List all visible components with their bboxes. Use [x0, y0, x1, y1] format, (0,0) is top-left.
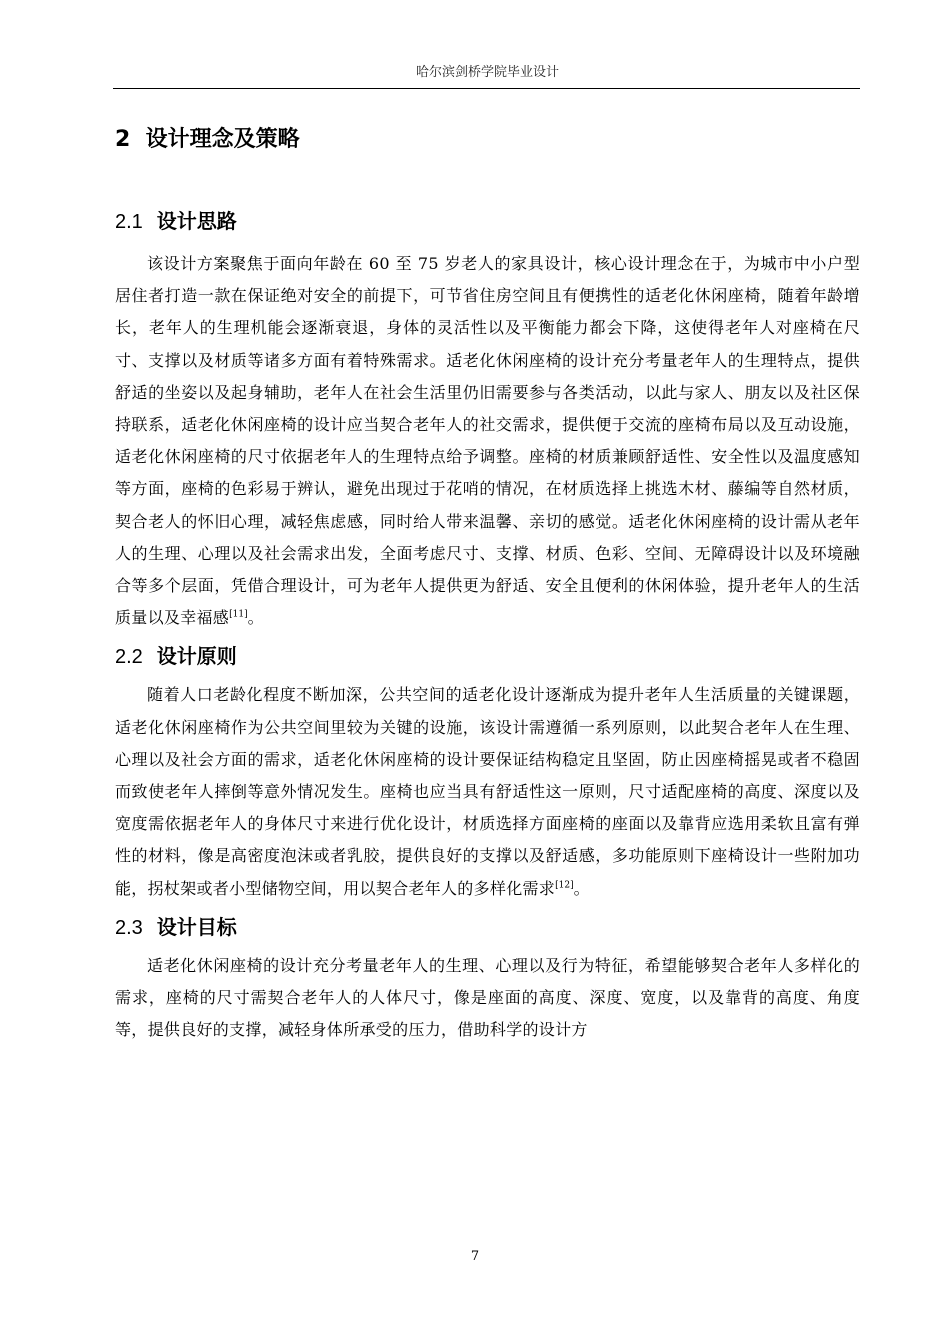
section-heading [115, 638, 860, 675]
citation-mark: [11] [229, 609, 248, 620]
section-title: 设计思路 [156, 209, 237, 233]
body-paragraph [115, 679, 860, 904]
page-number: 7 [470, 1249, 480, 1264]
chapter-title: 设计理念及策略 [145, 127, 300, 152]
section-2-3 [115, 909, 860, 1047]
paragraph-text: 该设计方案聚焦于面向年龄在 60 至 75 岁老人的家具设计，核心设计理念在于，为城市中小户型居住者打造一款在保证绝对安全的前提下，可节省住房空间且有便携性的适老化休闲座椅，随着年龄增长，老年人的生理机能会逐渐衰退，身体的灵活性以及平衡能力都会下降，这使得老年人对座椅在尺寸、支撑以及材质等诸多方面有着特殊需求。适老化休闲座椅的设计充分考量老年人的生理特点，提供舒适的坐姿以及起身辅助，老年人在社会生活里仍旧需要参与各类活动，以此与家人、朋友以及社区保持联系，适老化休闲座椅的设计应当契合老年人的社交需求，提供便于交流的座椅布局以及互动设施，适老化休闲座椅的尺寸依据老年人的生理特点给予调整。座椅的材质兼顾舒适性、安全性以及温度感知等方面，座椅的色彩易于辨认，避免出现过于花哨的情况，在材质选择上挑选木材、藤编等自然材质，契合老人的怀旧心理，减轻焦虑感，同时给人带来温馨、亲切的感觉。适老化休闲座椅的设计需从老年人的生理、心理以及社会需求出发，全面考虑尺寸、支撑、材质、色彩、空间、无障碍设计以及环境融合等多个层面，凭借合理设计，可为老年人提供更为舒适、安全且便利的休闲体验，提升老年人的生活质量以及幸福感 [115, 254, 860, 628]
section-2-1 [115, 203, 860, 634]
section-heading [115, 909, 860, 946]
paragraph-end: 。 [573, 878, 590, 898]
page-content [115, 120, 860, 1046]
section-title: 设计原则 [156, 644, 237, 669]
chapter-heading [115, 120, 860, 160]
citation-mark: [12] [555, 880, 574, 891]
section-title: 设计目标 [156, 914, 237, 939]
section-number: 2.3 [115, 916, 143, 939]
section-2-2 [115, 638, 860, 904]
paragraph-text: 随着人口老龄化程度不断加深，公共空间的适老化设计逐渐成为提升老年人生活质量的关键课题，适老化休闲座椅作为公共空间里较为关键的设施，该设计需遵循一系列原则，以此契合老年人在生理、心理以及社会方面的需求，适老化休闲座椅的设计要保证结构稳定且坚固，防止因座椅摇晃或者不稳固而致使老年人摔倒等意外情况发生。座椅也应当具有舒适性这一原则，尺寸适配座椅的高度、深度以及宽度需依据老年人的身体尺寸来进行优化设计，材质选择方面座椅的座面以及靠背应选用柔软且富有弹性的材料，像是高密度泡沫或者乳胶，提供良好的支撑以及舒适感，多功能原则下座椅设计一些附加功能，拐杖架或者小型储物空间，用以契合老年人的多样化需求 [115, 685, 860, 898]
chapter-number: 2 [115, 127, 131, 152]
section-number: 2.1 [115, 211, 143, 233]
running-header: 哈尔滨剑桥学院毕业设计 [415, 65, 559, 80]
body-paragraph [115, 248, 860, 634]
section-heading [115, 203, 860, 240]
section-number: 2.2 [115, 646, 143, 669]
paragraph-end: 。 [247, 608, 264, 628]
body-paragraph [115, 950, 860, 1047]
header-rule [113, 88, 860, 89]
paragraph-text: 适老化休闲座椅的设计充分考量老年人的生理、心理以及行为特征，希望能够契合老年人多样化的需求，座椅的尺寸需契合老年人的人体尺寸，像是座面的高度、深度、宽度，以及靠背的高度、角度等，提供良好的支撑，减轻身体所承受的压力，借助科学的设计方 [115, 955, 860, 1040]
